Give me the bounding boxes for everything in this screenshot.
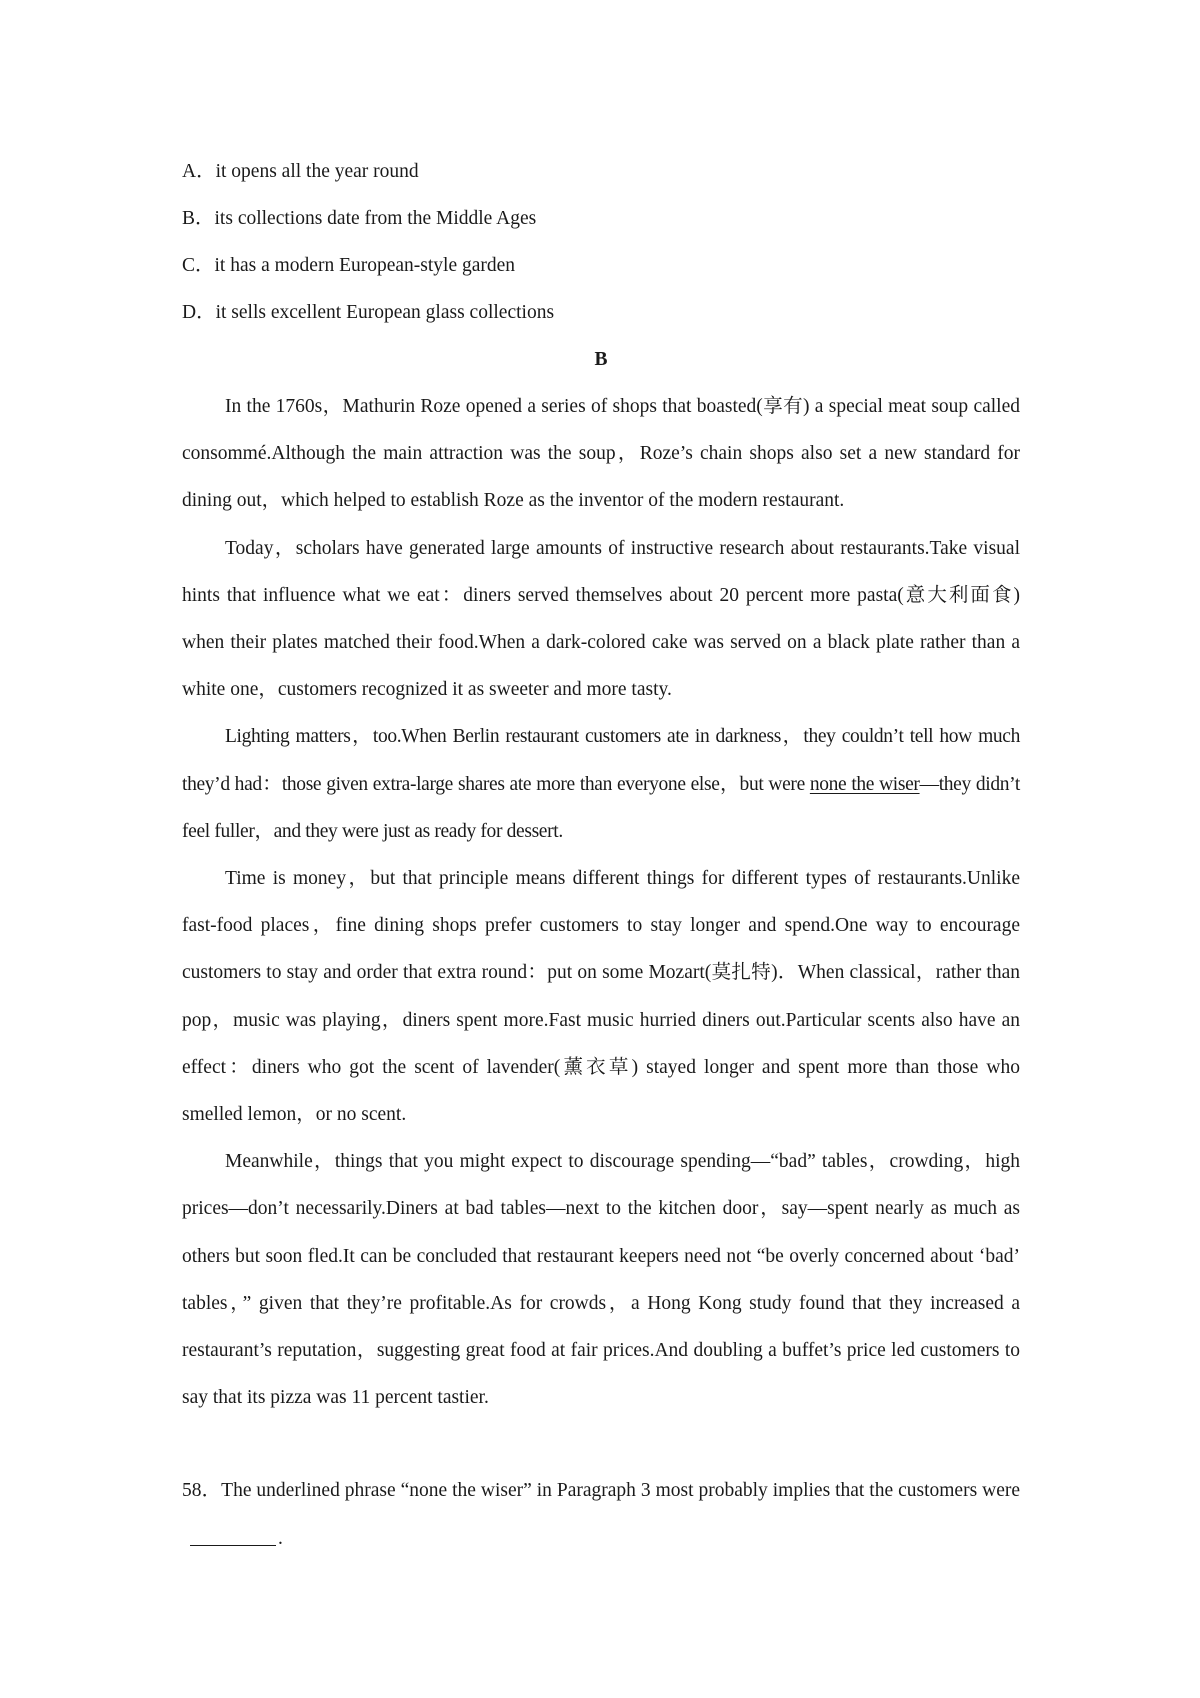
question-end: .: [278, 1527, 283, 1549]
option-c-label: C．: [182, 255, 215, 276]
option-d-text: it sells excellent European glass collections: [215, 302, 555, 323]
answer-option-c: [182, 242, 1020, 289]
option-a-text: it opens all the year round: [215, 161, 419, 182]
section-heading: B: [594, 349, 608, 370]
paragraph-1: In the 1760s，Mathurin Roze opened a series of shops that boasted(享有) a special meat soup called consommé.Although the main attraction was the soup，Roze’s chain shops also set a new standard for dining out，which helped to establish Roze as the inventor of the modern restaurant.: [182, 396, 1020, 512]
question-text: 58．The underlined phrase “none the wiser” in Paragraph 3 most probably implies that the customers were: [182, 1480, 1020, 1502]
option-c-text: it has a modern European-style garden: [214, 255, 516, 276]
option-b-text: its collections date from the Middle Ages: [214, 208, 537, 229]
paragraph-3-text-end: —they didn’t feel fuller，and they were just as ready for dessert.: [182, 773, 1020, 842]
paragraph-3-text-start: Lighting matters，too.When Berlin restaurant customers ate in darkness，they couldn’t tell how much they’d had：those given extra-large shares ate more than everyone else，but were: [182, 726, 1020, 795]
underlined-phrase: none the wiser: [809, 773, 920, 795]
answer-option-a: [182, 148, 1020, 195]
document-page: [182, 148, 1020, 1562]
option-a-label: A．: [182, 161, 216, 182]
paragraph-2: Today，scholars have generated large amounts of instructive research about restaurants.Take visual hints that influence what we eat：diners served themselves about 20 percent more pasta(意大利面食) when their plates matched their food.When a dark-colored cake was served on a black plate rather than a white one，customers recognized it as sweeter and more tasty.: [182, 537, 1020, 701]
answer-option-b: [182, 195, 1020, 242]
answer-blank[interactable]: [190, 1527, 276, 1546]
paragraph-4: Time is money，but that principle means different things for different types of restaurants.Unlike fast-food places，fine dining shops prefer customers to stay longer and spend.One way to encourage customers to stay and order that extra round：put on some Mozart(莫扎特)．When classical，rather than pop，music was playing，diners spent more.Fast music hurried diners out.Particular scents also have an effect：diners who got the scent of lavender(薰衣草) stayed longer and spent more than those who smelled lemon，or no scent.: [182, 868, 1020, 1126]
paragraph-5: Meanwhile，things that you might expect to discourage spending—“bad” tables，crowding，high prices—don’t necessarily.Diners at bad tables—next to the kitchen door，say—spent nearly as much as others but soon fled.It can be concluded that restaurant keepers need not “be overly concerned about ‘bad’ tables，” given that they’re profitable.As for crowds，a Hong Kong study found that they increased a restaurant’s reputation，suggesting great food at fair prices.And doubling a buffet’s price led customers to say that its pizza was 11 percent tastier.: [182, 1151, 1020, 1409]
option-b-label: B．: [182, 208, 215, 229]
question-58: [182, 1467, 1020, 1561]
paragraph-3: [182, 713, 1020, 855]
option-d-label: D．: [182, 302, 216, 323]
answer-option-d: [182, 289, 1020, 336]
